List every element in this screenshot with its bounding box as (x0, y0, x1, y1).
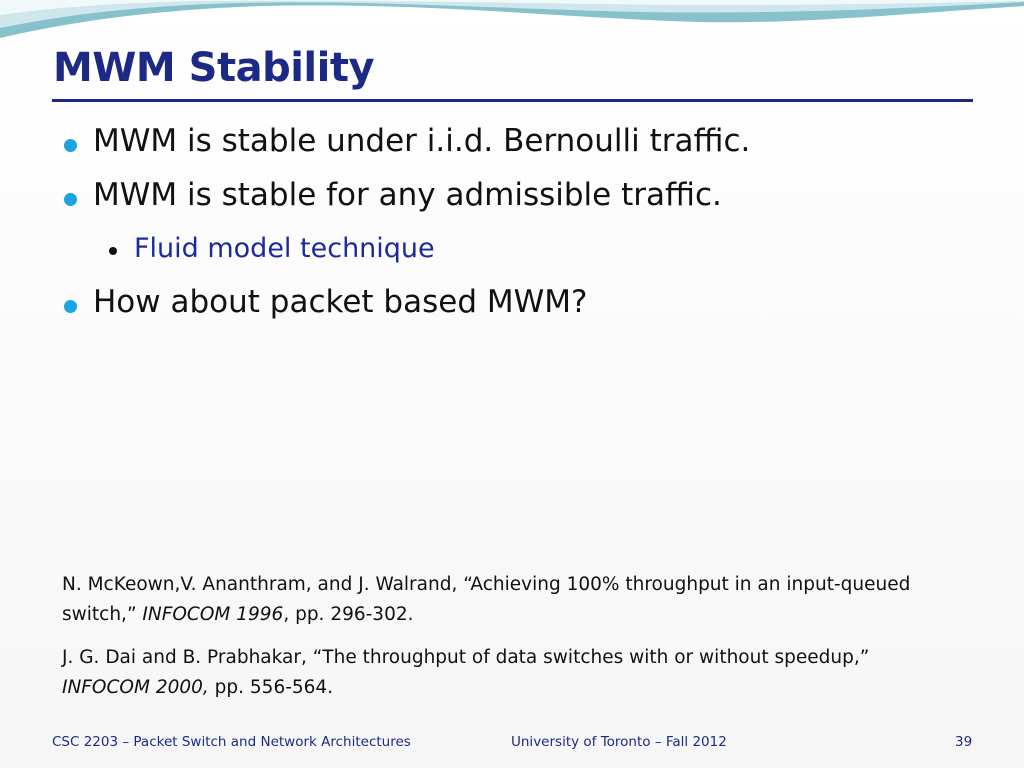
reference-item (62, 643, 922, 703)
bullet-item (62, 177, 1002, 214)
bullet-dot-icon (64, 300, 77, 313)
page-number: 39 (955, 734, 973, 750)
bullet-text: MWM is stable under i.i.d. Bernoulli traffic. (93, 123, 751, 159)
title-underline (52, 99, 973, 102)
bullet-item (62, 284, 1002, 321)
reference-venue: INFOCOM 2000, (62, 677, 209, 698)
header-wave-decoration (0, 0, 1024, 48)
slide-title: MWM Stability (53, 45, 375, 91)
bullet-list (62, 116, 1002, 321)
bullet-item (62, 123, 1002, 160)
bullet-text: MWM is stable for any admissible traffic. (93, 177, 722, 214)
reference-prefix: N. McKeown,V. Ananthram, and J. Walrand, “Achieving 100% throughput in an input-queued switch,” (62, 574, 911, 625)
reference-item (62, 570, 922, 630)
sub-bullet-item (106, 233, 1002, 265)
bullet-text: How about packet based MWM? (93, 283, 588, 320)
references (62, 570, 922, 703)
bullet-dot-icon (64, 193, 77, 206)
reference-suffix: , pp. 296-302. (283, 604, 414, 625)
reference-suffix: pp. 556-564. (208, 677, 334, 698)
footer-course: CSC 2203 – Packet Switch and Network Architectures (52, 734, 411, 750)
sub-bullet-text: Fluid model technique (134, 233, 435, 265)
bullet-dot-icon (64, 139, 77, 152)
reference-venue: INFOCOM 1996 (142, 604, 284, 625)
sub-bullet-dot-icon (109, 247, 117, 255)
reference-prefix: J. G. Dai and B. Prabhakar, “The throughput of data switches with or without speedup,” (62, 647, 870, 668)
footer-institution: University of Toronto – Fall 2012 (511, 734, 727, 750)
